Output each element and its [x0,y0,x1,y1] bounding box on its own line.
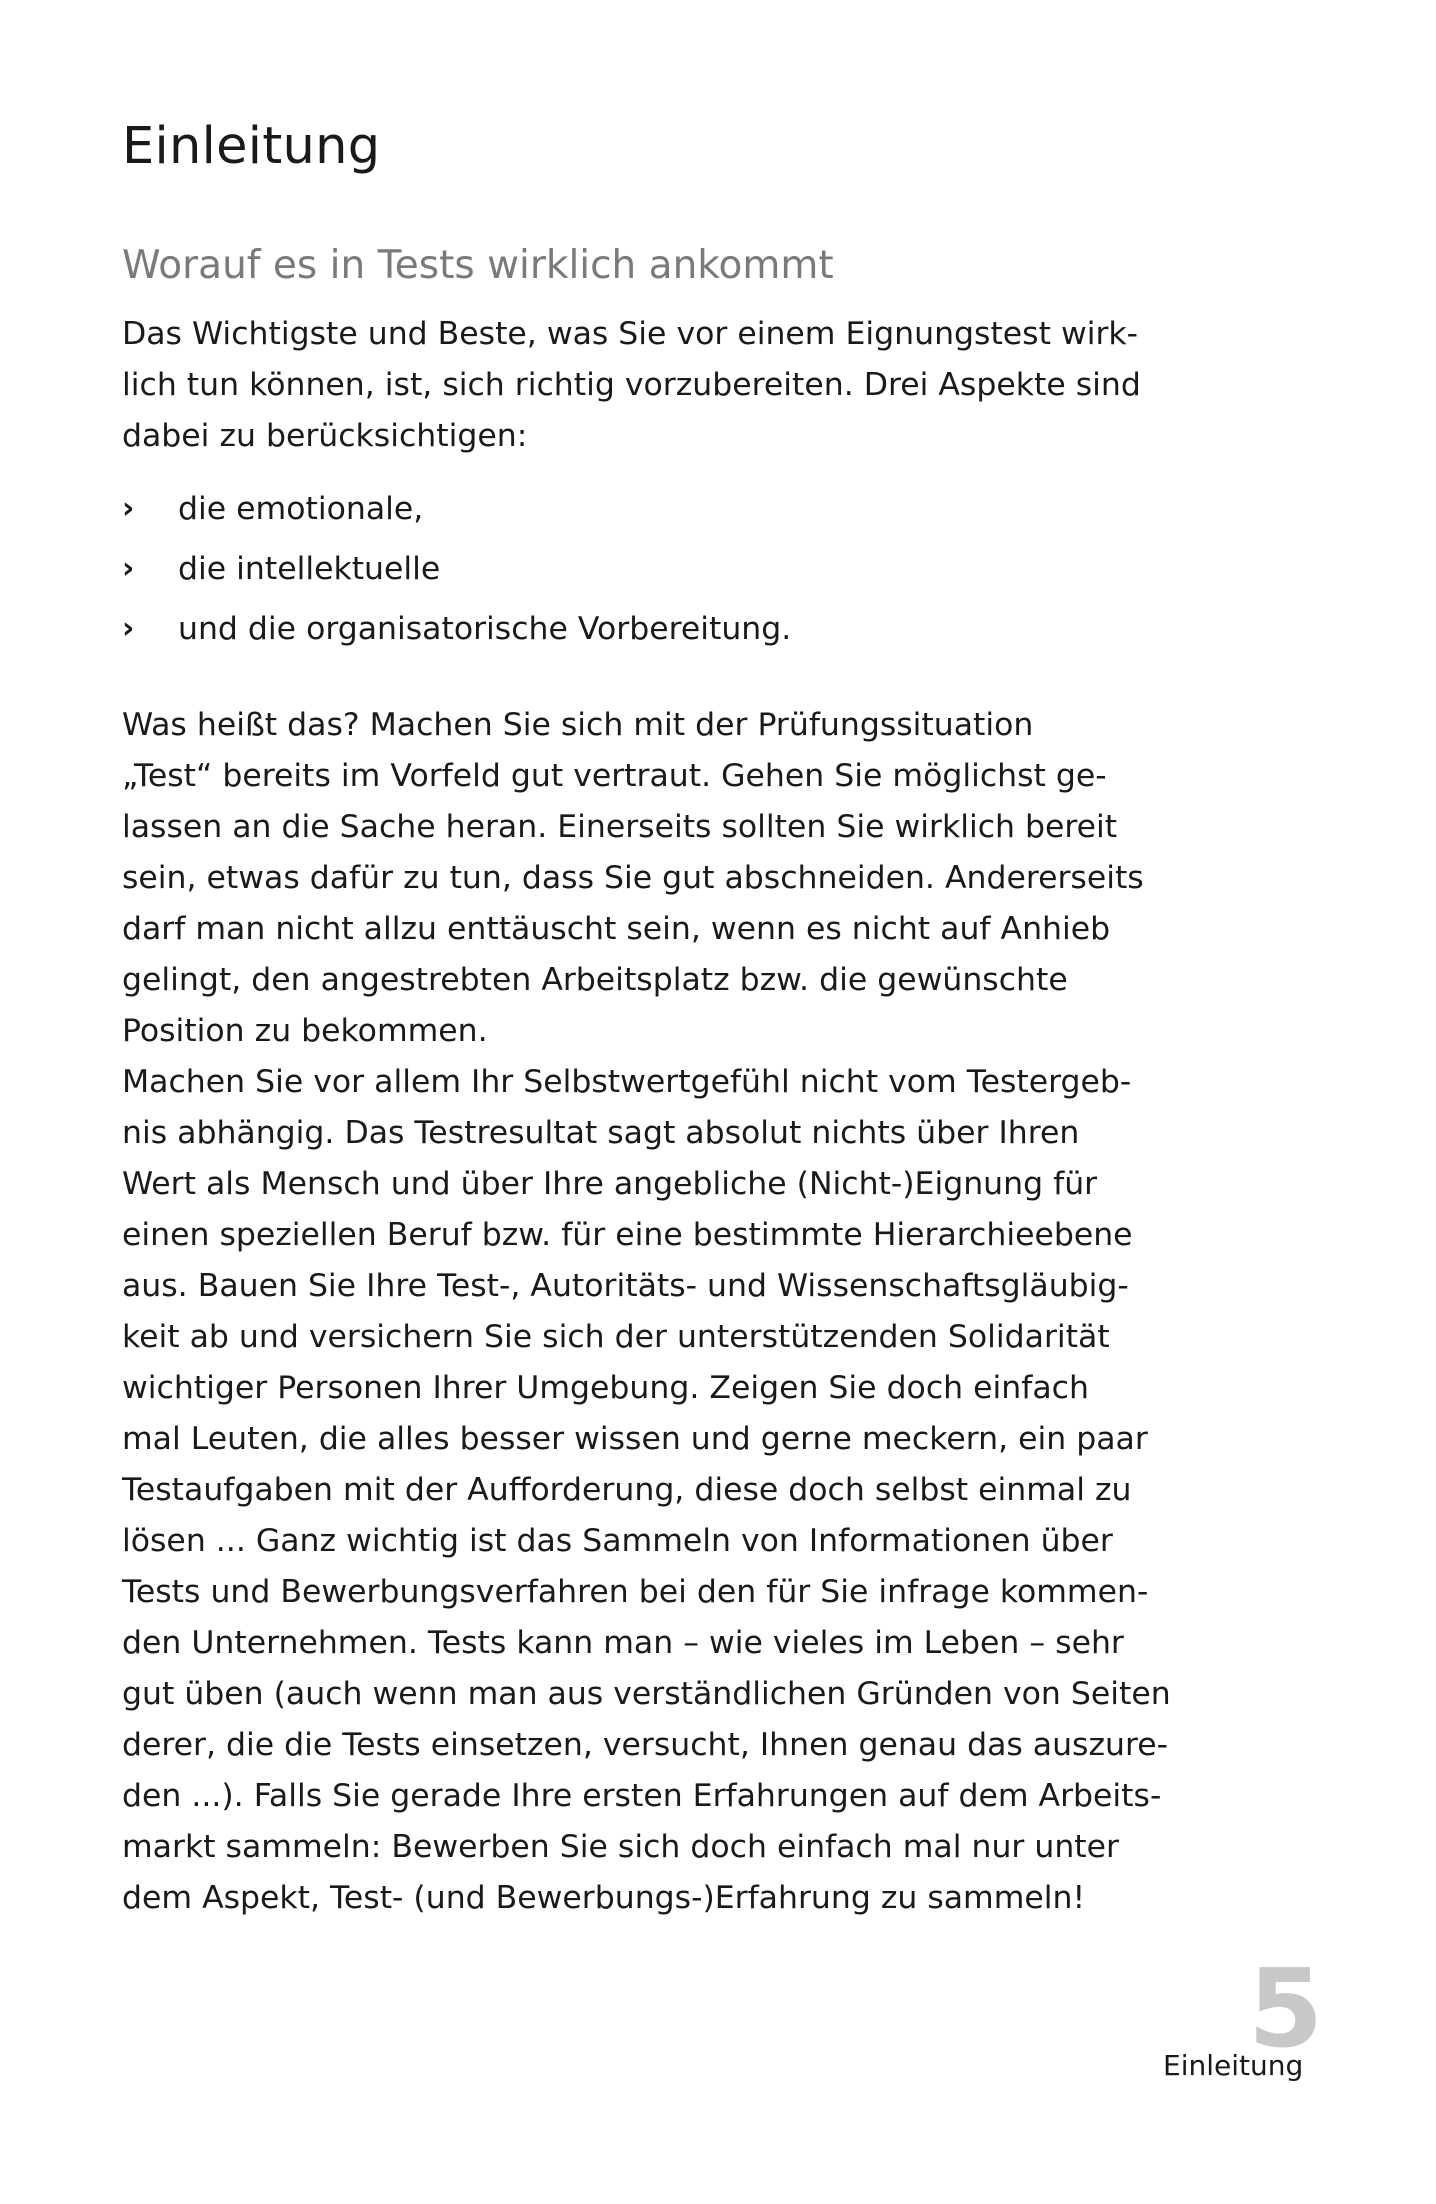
text-line: lösen ... Ganz wichtig ist das Sammeln von Informationen über [122,1523,1113,1559]
text-line: Position zu bekommen. [122,1013,488,1049]
text-line: markt sammeln: Bewerben Sie sich doch einfach mal nur unter [122,1829,1119,1865]
text-line: lich tun können, ist, sich richtig vorzubereiten. Drei Aspekte sind [122,367,1141,403]
text-line: gelingt, den angestrebten Arbeitsplatz bzw. die gewünschte [122,962,1068,998]
text-line: nis abhängig. Das Testresultat sagt absolut nichts über Ihren [122,1115,1080,1151]
text-line: Machen Sie vor allem Ihr Selbstwertgefühl nicht vom Testergeb- [122,1064,1132,1100]
text-line: Tests und Bewerbungsverfahren bei den für Sie infrage kommen- [122,1574,1149,1610]
aspects-list [122,479,791,659]
body-paragraph [122,700,1171,1924]
text-line: Testaufgaben mit der Aufforderung, diese doch selbst einmal zu [122,1472,1132,1508]
text-line: dabei zu berücksichtigen: [122,418,528,454]
text-line: aus. Bauen Sie Ihre Test-, Autoritäts- und Wissenschaftsgläubig- [122,1268,1129,1304]
section-heading: Worauf es in Tests wirklich ankommt [122,243,834,288]
text-line: derer, die die Tests einsetzen, versucht, Ihnen genau das auszure- [122,1727,1168,1763]
list-item-label: und die organisatorische Vorbereitung. [178,611,792,647]
text-line: keit ab und versichern Sie sich der unterstützenden Solidarität [122,1319,1110,1355]
list-item-label: die emotionale, [178,491,424,527]
running-footer-title: Einleitung [1163,2049,1304,2082]
list-item-label: die intellektuelle [178,551,441,587]
text-line: lassen an die Sache heran. Einerseits sollten Sie wirklich bereit [122,809,1118,845]
intro-paragraph [122,309,1141,462]
text-line: den ...). Falls Sie gerade Ihre ersten Erfahrungen auf dem Arbeits- [122,1778,1162,1814]
text-line: wichtiger Personen Ihrer Umgebung. Zeigen Sie doch einfach [122,1370,1089,1406]
chevron-right-icon: › [122,611,135,646]
chevron-right-icon: › [122,491,135,526]
text-line: dem Aspekt, Test- (und Bewerbungs-)Erfahrung zu sammeln! [122,1880,1086,1916]
list-item [122,599,791,659]
text-line: gut üben (auch wenn man aus verständlichen Gründen von Seiten [122,1676,1171,1712]
page-number: 5 [1248,1947,1324,2072]
text-line: mal Leuten, die alles besser wissen und gerne meckern, ein paar [122,1421,1148,1457]
text-line: den Unternehmen. Tests kann man – wie vieles im Leben – sehr [122,1625,1124,1661]
list-item [122,479,791,539]
text-line: sein, etwas dafür zu tun, dass Sie gut abschneiden. Andererseits [122,860,1144,896]
text-line: einen speziellen Beruf bzw. für eine bestimmte Hierarchieebene [122,1217,1133,1253]
chapter-title: Einleitung [122,117,381,176]
text-line: „Test“ bereits im Vorfeld gut vertraut. Gehen Sie möglichst ge- [122,758,1107,794]
chevron-right-icon: › [122,551,135,586]
list-item [122,539,791,599]
text-line: Wert als Mensch und über Ihre angebliche (Nicht-)Eignung für [122,1166,1098,1202]
text-line: darf man nicht allzu enttäuscht sein, wenn es nicht auf Anhieb [122,911,1111,947]
text-line: Was heißt das? Machen Sie sich mit der Prüfungssituation [122,707,1034,743]
text-line: Das Wichtigste und Beste, was Sie vor einem Eignungstest wirk- [122,316,1139,352]
